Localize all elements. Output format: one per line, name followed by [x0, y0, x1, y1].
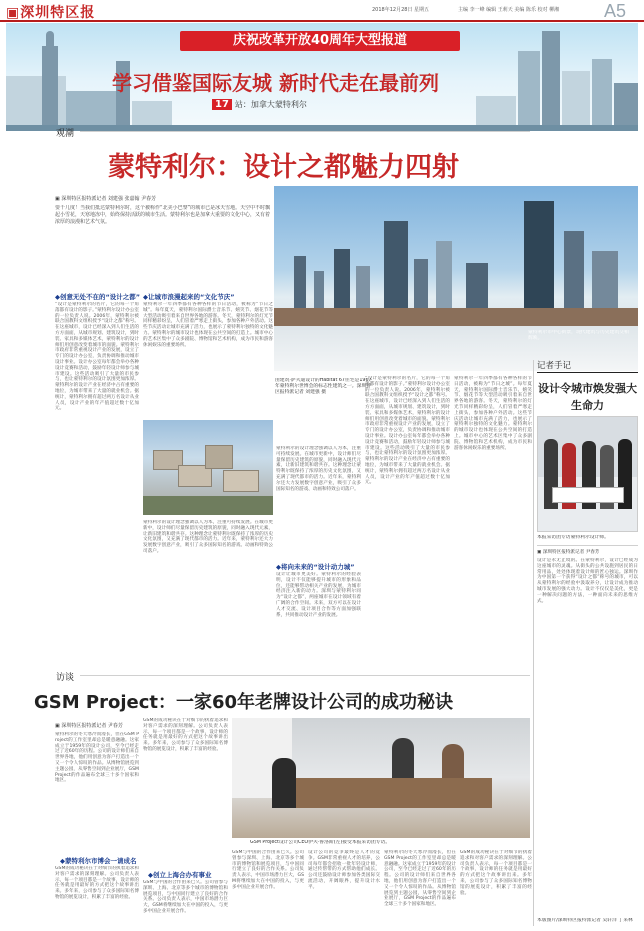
interview-column-4: 设计公司的竞争最终是人才的竞争。GSM非常重视人才的培养，公司每年都会招收一批年轻设计师，通过传帮带的方式帮助他们成长。公司还鼓励设计师参加各类国际交流活动，开阔眼界，提升设计水平。	[308, 850, 380, 890]
interview-column-5: 蒙特利尔的冬天寒冷而漫长，但在GSM Project的工作室里却总是暖意融融。这家成立于1959年的设计公司，至今已经走过了近60年的历程。公司的设计师们来自世界各地，他们用创意为客户打造出一个又一个令人惊叹的作品。从博物馆展览到主题公园，从零售空间到企业展厅，GSM Project的作品遍布全球三十多个国家和地区。	[384, 850, 456, 908]
gsm-interview-photo	[232, 718, 530, 838]
article-column-3-continued: 设计让城市更美好。蒙特利尔的经验表明，设计不仅能够提升城市的形象和品位，还能够带动相关产业的发展，为城市经济注入新的动力。深圳与蒙特利尔同为“设计之都”，两座城市在设计领域有着广阔的合作空间。未来，双方可以在设计人才交流、设计项目合作等方面加强联系，共同推动设计产业的发展。	[276, 572, 361, 618]
habitat67-photo	[143, 420, 273, 515]
article-column-2-continued: 蒙特利尔的设计理念强调以人为本，注重可持续发展。在城市更新中，设计师们尽量保留历史建筑的原貌，同时融入现代元素，让新旧建筑和谐共存。这种理念让蒙特利尔既保持了浓厚的历史文化氛围，又充满了现代都市的活力。近年来，蒙特利尔还大力发展数字创意产业，吸引了众多国际知名的游戏、动画和特效公司落户。	[143, 520, 273, 554]
page-number: A5	[604, 1, 627, 21]
note-rule-2	[537, 545, 638, 546]
section-label-interview: 访谈	[56, 673, 75, 683]
column-divider	[533, 360, 534, 926]
interview-column-2-continued: GSM与中国的合作由来已久。公司曾参与深圳、上海、北京等多个城市的博物馆和展览项目，与中国同行建立了良好的合作关系。公司负责人表示，中国市场潜力巨大，GSM将继续加大在中国的投入，与更多中国企业开展合作。	[143, 880, 228, 914]
note-body: 设计是永无止境的。在蒙特利尔，设计已经成为这座城市的灵魂。从街头的公共设施到居民的日常用品，处处体现着设计师的匠心独运。深圳作为中国第一个获得“设计之都”称号的城市，可以从蒙特利尔的经验中汲取养分，让设计成为推动城市发展的强大动力。设计不仅仅是美化，更是一种解决问题的方法，一种面向未来的思维方式。	[537, 558, 638, 604]
station-text: 站：加拿大蒙特利尔	[234, 100, 307, 109]
habitat67-caption: 由建筑·萨夫迪设计的Habitat 67住宅是1967年蒙特利尔世博会的标志性建筑之一。深圳特区报特派记者 刘建强 摄	[275, 378, 372, 395]
series-subtitle: 学习借鉴国际友城 新时代走在最前列	[112, 71, 439, 95]
article-column-4: “设计是蒙特利尔的名片，它的每一个角落都有设计的影子。”蒙特利尔设计办公室的一位负责人说。2006年，蒙特利尔被联合国教科文组织授予“设计之都”称号。在这座城市，设计已经深入到人们生活的方方面面，从城市规划、建筑设计，到时装、家具和多媒体艺术，蒙特利尔的设计师们用创意改变着城市的面貌。蒙特利尔市政府非常重视设计产业的发展，设立了专门的设计办公室，负责协调和推动城市设计事业。设计办公室每年都会举办各种设计竞赛和活动，鼓励年轻设计师参与城市建设。这些活动吸引了大量的市民参与，也让蒙特利尔的设计氛围更加浓厚。蒙特利尔的设计产业在经济中占有重要的地位，为城市带来了大量的就业机会。据统计，蒙特利尔拥有超过两万名设计从业人员，设计产业的年产值超过数十亿加元。	[365, 376, 450, 486]
dateline: 2018年12月28日 星期五	[372, 7, 430, 13]
station-number: 17	[212, 99, 232, 110]
note-photo-caption: 本报采访团专访蒙特利尔设计师。	[537, 535, 609, 540]
subhead-festivals: ◆让城市浪漫起来的“文化节庆”	[143, 293, 235, 301]
subhead-future: ◆将向未来的“设计动力城”	[276, 563, 355, 571]
page-photo-credit: 本版图片/深圳特区报特派记者 吴轩洋 丁来林	[537, 918, 633, 923]
interview-column-1-continued: GSM的成功秘诀在于对细节的执着追求和对客户需求的深刻理解。公司负责人表示，每一个项目都是一个故事，设计师的任务就是用最好的方式把这个故事讲出来。多年来，公司参与了众多国际知名博物馆的展览设计，积累了丰富的经验。	[55, 866, 139, 900]
note-group-photo	[537, 416, 638, 532]
article-column-2: 蒙特利尔一年四季都有各种各样的节日活动，被称为“节日之城”。每年夏天，蒙特利尔国际爵士音乐节、嬉笑节、烟花节等大型活动吸引着来自世界各地的游客。冬天，蒙特利尔的灯光节同样精彩纷呈，人们冒着严寒走上街头，参加各种户外活动。这些节庆活动让城市充满了活力，也展示了蒙特利尔独特的文化魅力。蒙特利尔的城市设计也体现在公共空间的打造上。城市中心的艺术区集中了众多剧院、博物馆和艺术机构，成为市民和游客休闲娱乐的重要场所。	[143, 302, 273, 348]
article-column-1: “设计是蒙特利尔的名片，它的每一个角落都有设计的影子。”蒙特利尔设计办公室的一位负责人说。2006年，蒙特利尔被联合国教科文组织授予“设计之都”称号。在这座城市，设计已经深入到人们生活的方方面面，从城市规划、建筑设计，到时装、家具和多媒体艺术，蒙特利尔的设计师们用创意改变着城市的面貌。蒙特利尔市政府非常重视设计产业的发展，设立了专门的设计办公室，负责协调和推动城市设计事业。设计办公室每年都会举办各种设计竞赛和活动，鼓励年轻设计师参与城市建设。这些活动吸引了大量的市民参与，也让蒙特利尔的设计氛围更加浓厚。蒙特利尔的设计产业在经济中占有重要的地位，为城市带来了大量的就业机会。据统计，蒙特利尔拥有超过两万名设计从业人员，设计产业的年产值超过数十亿加元。	[55, 302, 139, 412]
interview-title: GSM Project：一家60年老牌设计公司的成功秘诀	[34, 692, 454, 713]
article-lead: 要千几度！当我们抵达蒙特利尔时，这个被称作“北美小巴黎”的城市已是冰天雪地。天空中不时飘起小雪花，天寒地冻中，始终保持活跃的城市生活。蒙特利尔也是加拿大重要的文化中心，又有着浓厚的浪漫和艺术气氛。	[55, 205, 271, 225]
interview-byline: ▣ 深圳特区报特派记者 尹春芳	[55, 723, 123, 729]
article-column-3: 蒙特利尔的设计理念强调以人为本，注重可持续发展。在城市更新中，设计师们尽量保留历史建筑的原貌，同时融入现代元素，让新旧建筑和谐共存。这种理念让蒙特利尔既保持了浓厚的历史文化氛围，又充满了现代都市的活力。近年来，蒙特利尔还大力发展数字创意产业，吸引了众多国际知名的游戏、动画和特效公司落户。	[276, 446, 361, 492]
article-title: 蒙特利尔：设计之都魅力四射	[108, 152, 459, 183]
note-byline: ▣ 深圳特区报特派记者 尹春芳	[537, 550, 600, 555]
series-title: 庆祝改革开放40周年大型报道	[180, 31, 460, 51]
subhead-design-city: ◆创意无处不在的“设计之都”	[55, 293, 141, 301]
interview-column-3: GSM与中国的合作由来已久。公司曾参与深圳、上海、北京等多个城市的博物馆和展览项目，与中国同行建立了良好的合作关系。公司负责人表示，中国市场潜力巨大，GSM将继续加大在中国的投入，与更多中国企业开展合作。	[232, 850, 304, 890]
note-title: 设计令城市焕发强大生命力	[538, 382, 637, 412]
note-section-label: 记者手记	[537, 361, 572, 371]
gsm-photo-caption: GSM Project设计公司CEO伊夫·鲁洛斯(左)接受本报采访团专访。	[250, 840, 391, 845]
skyline-photo-caption: 蒙特利尔市中心街景，现代建筑与历史建筑交相辉映。	[528, 330, 629, 341]
section-rule	[80, 131, 530, 132]
interview-column-1: 蒙特利尔的冬天寒冷而漫长，但在GSM Project的工作室里却总是暖意融融。这家成立于1959年的设计公司，至今已经走过了近60年的历程。公司的设计师们来自世界各地，他们用创意为客户打造出一个又一个令人惊叹的作品。从博物馆展览到主题公园，从零售空间到企业展厅，GSM Project的作品遍布全球三十多个国家和地区。	[55, 732, 139, 784]
interview-column-2: GSM的成功秘诀在于对细节的执着追求和对客户需求的深刻理解。公司负责人表示，每一个项目都是一个故事，设计师的任务就是用最好的方式把这个故事讲出来。多年来，公司参与了众多国际知名博物馆的展览设计，积累了丰富的经验。	[143, 718, 228, 752]
station-label	[212, 99, 307, 110]
note-rule	[537, 372, 638, 373]
section-label-observe: 观潮	[56, 129, 75, 139]
article-column-5: 蒙特利尔一年四季都有各种各样的节日活动，被称为“节日之城”。每年夏天，蒙特利尔国际爵士音乐节、嬉笑节、烟花节等大型活动吸引着来自世界各地的游客。冬天，蒙特利尔的灯光节同样精彩纷呈，人们冒着严寒走上街头，参加各种户外活动。这些节庆活动让城市充满了活力，也展示了蒙特利尔独特的文化魅力。蒙特利尔的城市设计也体现在公共空间的打造上。城市中心的艺术区集中了众多剧院、博物馆和艺术机构，成为市民和游客休闲娱乐的重要场所。	[454, 376, 532, 451]
article-byline: ▣ 深圳特区报特派记者 刘建强 张嘉翰 尹春芳	[55, 196, 157, 202]
editors-line: 主编 李一峰 编辑 王莉天 美编 陈乐 校对 柳湘	[458, 7, 560, 13]
interview-column-6: GSM的成功秘诀在于对细节的执着追求和对客户需求的深刻理解。公司负责人表示，每一个项目都是一个故事，设计师的任务就是用最好的方式把这个故事讲出来。多年来，公司参与了众多国际知名博物馆的展览设计，积累了丰富的经验。	[460, 850, 532, 896]
section-rule-2	[80, 675, 530, 676]
newspaper-logo: ▣深圳特区报	[6, 5, 96, 21]
interview-subhead-2: ◆创立上海合办有事业	[148, 871, 212, 879]
masthead	[0, 0, 644, 22]
interview-subhead-1: ◆蒙特利尔市博会一请成名	[60, 857, 137, 865]
